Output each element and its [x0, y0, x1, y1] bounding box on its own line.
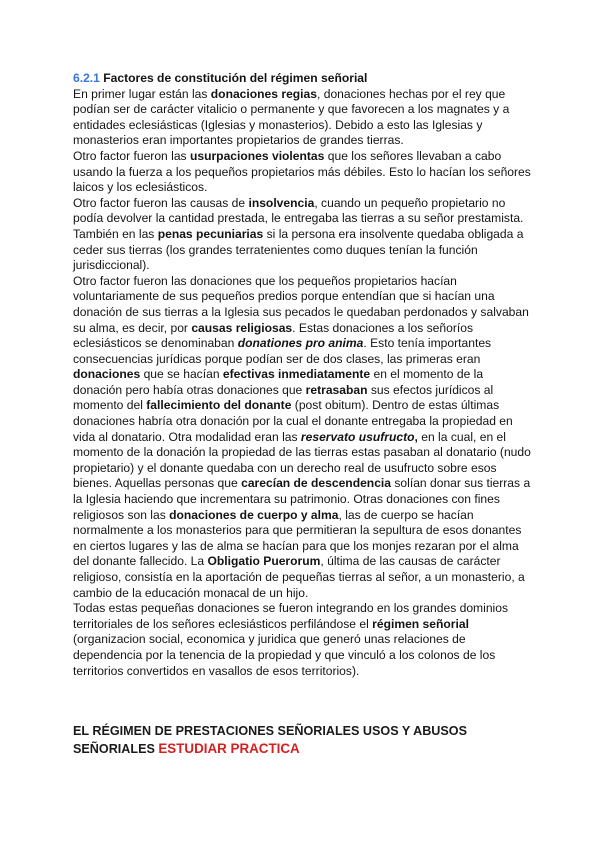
text-run: que se hacían	[140, 367, 223, 382]
bold-term: insolvencia	[248, 195, 315, 210]
paragraph-donaciones-regias	[73, 87, 533, 149]
bold-term: régimen señorial	[372, 616, 469, 631]
study-note: ESTUDIAR PRACTICA	[158, 741, 300, 756]
text-run: (post obitum). Dentro de estas últimas donaciones habría otra donación por la cual el donante entregaba la propiedad en vida al donatario. Otra modalidad eran las	[73, 398, 513, 444]
section-title: Factores de constitución del régimen señorial	[103, 71, 368, 85]
text-run: , donaciones hechas por el rey que podían ser de carácter vitalicio o permanente y que favorecen a los magnates y a entidades eclesiásticas (Iglesias y monasterios). Debido a esto las Iglesias y monasterios eran importantes propietarios de grandes tierras.	[73, 86, 510, 148]
document-body	[73, 71, 533, 679]
text-run: Otro factor fueron las donaciones que los pequeños propietarios hacían voluntariamente de sus pequeños predios porque entendían que si hacían una donación de sus tierras a la Iglesia sus pecados le quedaban perdonados y salvaban su alma, es decir, por	[73, 273, 529, 335]
bold-term: penas pecuniarias	[157, 226, 264, 241]
bold-term: donaciones de cuerpo y alma	[169, 507, 339, 522]
bold-term: carecían de descendencia	[241, 476, 392, 491]
text-run: que los señores llevaban a cabo usando la fuerza a los pequeños propietarios más débiles. Esto lo hacían los señores laicos y los eclesiásticos.	[73, 148, 531, 195]
bold-term: fallecimiento del donante	[146, 398, 292, 413]
text-run: Todas estas pequeñas donaciones se fueron integrando en los grandes dominios territoriales de los señores eclesiásticos perfilándose el	[73, 601, 509, 631]
text-run: , cuando un pequeño propietario no podía devolver la cantidad prestada, le entregaba las tierras a su señor prestamista. También en las	[73, 195, 524, 241]
bold-italic-term: donationes pro anima	[237, 336, 364, 351]
text-run: (organizacion social, economica y juridica que generó unas relaciones de dependencia por la tenencia de la propiedad y que vinculó a los colonos de los territorios convertidos en vasallos de esos territorios).	[73, 632, 496, 678]
text-run: . Esto tenía importantes consecuencias jurídicas porque podían ser de dos clases, las primeras eran	[73, 336, 492, 366]
paragraph-regimen-senorial	[73, 601, 533, 679]
text-run: en la cual, en el momento de la donación la propiedad de las tierras estas pasaban al donatario (nudo propietario) y el donante quedaba con un derecho real de usufructo sobre esos bienes. Aquellas personas que	[73, 429, 531, 491]
text-run: . Estas donaciones a los señoríos eclesiásticos se denominaban	[73, 320, 473, 351]
section-number: 6.2.1	[73, 71, 100, 85]
text-run: , las de cuerpo se hacían normalmente a los monasterios para que permitieran la sepultura de esos donantes en ciertos lugares y las de alma se hacían para que los monjes rezaran por el alma del donante fallecido. La	[73, 507, 522, 569]
bold-term: efectivas inmediatamente	[222, 367, 371, 382]
bold-term: ,	[414, 429, 418, 444]
section-heading	[73, 71, 533, 87]
next-section-title: EL RÉGIMEN DE PRESTACIONES SEÑORIALES USOS Y ABUSOS SEÑORIALES	[73, 724, 467, 756]
next-section-heading	[73, 723, 533, 758]
text-run: si la persona era insolvente quedaba obligada a ceder sus tierras (los grandes terratenientes como duques tenían la función jurisdiccional).	[73, 226, 524, 273]
text-run: sus efectos jurídicos al momento del	[73, 382, 494, 413]
text-run: En primer lugar están las	[73, 86, 211, 101]
text-run: en el momento de la donación pero había otras donaciones que	[73, 367, 484, 397]
text-run: Otro factor fueron las causas de	[73, 195, 249, 210]
text-run: solían donar sus tierras a la Iglesia haciendo que incrementara su patrimonio. Otras donaciones con fines religiosos son las	[73, 476, 531, 522]
paragraph-usurpaciones	[73, 149, 533, 196]
bold-term: retrasaban	[305, 382, 368, 397]
bold-italic-term: reservato usufructo	[300, 429, 415, 444]
bold-term: donaciones regias	[210, 86, 317, 101]
text-run: , última de las causas de carácter religioso, consistía en la aportación de pequeñas tierras al señor, a un monasterio, a cambio de la educación monacal de un hijo.	[73, 554, 525, 600]
bold-term: causas religiosas	[191, 320, 293, 335]
text-run: Otro factor fueron las	[73, 148, 190, 163]
paragraph-insolvencia	[73, 196, 533, 274]
bold-term: usurpaciones violentas	[189, 148, 325, 163]
paragraph-causas-religiosas	[73, 274, 533, 601]
bold-term: Obligatio Puerorum	[207, 554, 321, 569]
bold-term: donaciones	[73, 367, 141, 382]
